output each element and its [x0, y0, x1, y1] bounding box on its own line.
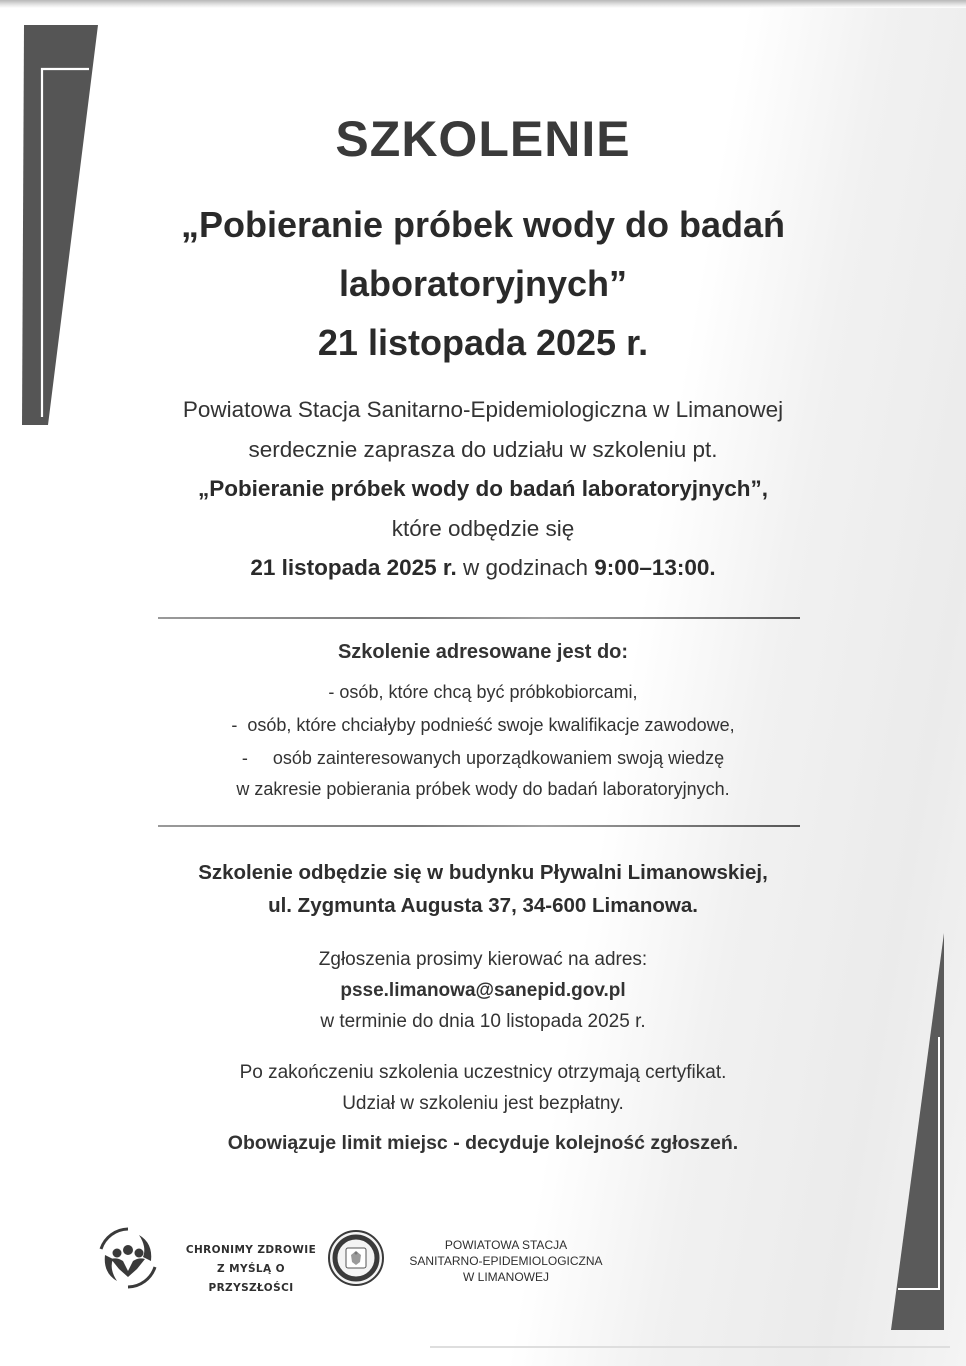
seat-limit-note: Obowiązuje limit miejsc - decyduje kolejność zgłoszeń.	[227, 1132, 739, 1154]
page-title: SZKOLENIE	[335, 111, 631, 167]
audience-item: - osób, które chcą być próbkobiorcami,	[328, 682, 638, 702]
logo2-line: POWIATOWA STACJA	[444, 1238, 568, 1252]
event-time: 9:00–13:00.	[594, 555, 716, 580]
audience-section	[0, 636, 966, 804]
section-divider	[158, 825, 800, 827]
audience-item: - osób zainteresowanych uporządkowaniem swoją wiedzę	[241, 748, 725, 768]
intro-line: Powiatowa Stacja Sanitarno-Epidemiologiczna w Limanowej	[182, 397, 784, 422]
training-subtitle	[0, 195, 966, 372]
logo2-line: SANITARNO-EPIDEMIOLOGICZNA	[409, 1254, 603, 1268]
audience-item-continuation: w zakresie pobierania próbek wody do badań laboratoryjnych.	[236, 779, 730, 799]
audience-item: - osób, które chciałyby podnieść swoje kwalifikacje zawodowe,	[231, 715, 735, 735]
footer-logos	[95, 1225, 655, 1294]
logo1-line: Z MYŚLĄ O PRZYSZŁOŚCI	[208, 1263, 294, 1294]
registration-email-link[interactable]: psse.limanowa@sanepid.gov.pl	[340, 980, 626, 1001]
registration-instruction: Zgłoszenia prosimy kierować na adres:	[318, 949, 648, 970]
training-name-bold: „Pobieranie próbek wody do badań laboratoryjnych”,	[197, 476, 769, 501]
scan-bottom-edge	[430, 1346, 950, 1348]
intro-date-time	[0, 548, 966, 588]
registration-deadline: w terminie do dnia 10 listopada 2025 r.	[320, 1011, 646, 1032]
invitation-paragraph	[0, 390, 966, 588]
section-divider	[158, 617, 800, 619]
closing-section	[0, 1057, 966, 1159]
chronimy-zdrowie-text	[185, 1241, 317, 1298]
free-participation-note: Udział w szkoleniu jest bezpłatny.	[342, 1093, 624, 1114]
subtitle-line: „Pobieranie próbek wody do badań	[180, 204, 786, 245]
sanepid-seal-icon	[327, 1229, 385, 1292]
event-time-prefix: w godzinach	[456, 555, 595, 580]
location-address: ul. Zygmunta Augusta 37, 34-600 Limanowa.	[268, 894, 698, 917]
intro-training-name	[0, 469, 966, 509]
event-date: 21 listopada 2025 r.	[250, 555, 457, 580]
location-venue: Szkolenie odbędzie się w budynku Pływalni Limanowskiej,	[198, 861, 768, 884]
logo1-line: CHRONIMY ZDROWIE	[185, 1244, 317, 1256]
intro-line: które odbędzie się	[391, 515, 575, 541]
registration-section	[0, 944, 966, 1037]
chronimy-zdrowie-logo-icon	[95, 1225, 161, 1296]
certificate-note: Po zakończeniu szkolenia uczestnicy otrzymają certyfikat.	[239, 1062, 727, 1083]
location-section	[0, 856, 966, 922]
scan-top-edge	[0, 0, 966, 8]
audience-heading: Szkolenie adresowane jest do:	[337, 641, 629, 663]
subtitle-line: laboratoryjnych”	[338, 263, 628, 304]
intro-line: serdecznie zaprasza do udziału w szkoleniu pt.	[248, 436, 718, 462]
logo2-line: W LIMANOWEJ	[463, 1270, 549, 1284]
subtitle-date: 21 listopada 2025 r.	[317, 322, 649, 363]
psse-limanowa-text	[391, 1237, 621, 1285]
